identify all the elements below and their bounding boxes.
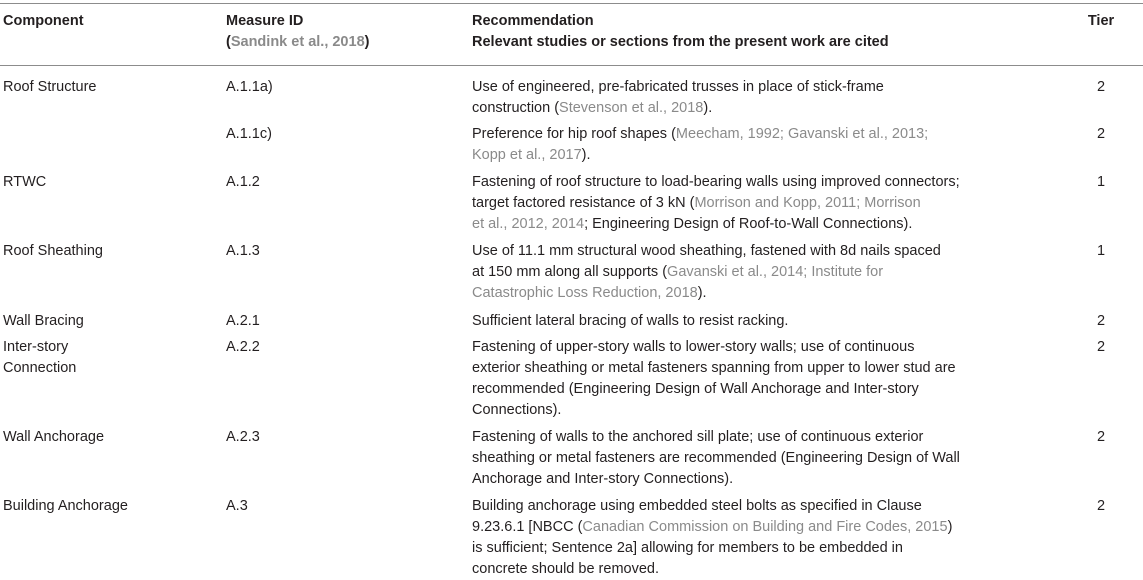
row-7-component: Building Anchorage <box>3 498 128 514</box>
rec-citation: Kopp et al., 2017 <box>472 147 582 163</box>
header-measure-id <box>226 11 436 53</box>
rec-text: target factored resistance of 3 kN ( <box>472 195 695 211</box>
rec-text: 9.23.6.1 [NBCC ( <box>472 519 583 535</box>
row-6-component: Wall Anchorage <box>3 429 105 445</box>
row-1-tier: 2 <box>1096 126 1106 142</box>
row-2-measure: A.1.2 <box>226 174 260 190</box>
row-4-recommendation <box>472 311 997 332</box>
rec-text: exterior sheathing or metal fasteners spanning from upper to lower stud are <box>472 360 956 376</box>
rec-text: Use of 11.1 mm structural wood sheathing, fastened with 8d nails spaced <box>472 243 941 259</box>
header-measure-id-label: Measure ID <box>226 13 304 29</box>
row-0-component: Roof Structure <box>3 79 97 95</box>
row-3-measure: A.1.3 <box>226 243 260 259</box>
rec-citation: Stevenson et al., 2018 <box>559 100 704 116</box>
header-tier: Tier <box>1087 13 1115 29</box>
row-6-recommendation <box>472 427 997 490</box>
row-2-tier: 1 <box>1096 174 1106 190</box>
rec-text: Preference for hip roof shapes ( <box>472 126 676 142</box>
rec-text: Sufficient lateral bracing of walls to resist racking. <box>472 313 789 329</box>
rec-text: recommended (Engineering Design of Wall Anchorage and Inter-story <box>472 381 919 397</box>
table-top-rule <box>0 3 1143 4</box>
row-4-component: Wall Bracing <box>3 313 84 329</box>
row-3-recommendation <box>472 241 997 304</box>
rec-text: is sufficient; Sentence 2a] allowing for members to be embedded in <box>472 540 903 556</box>
row-2-component: RTWC <box>3 174 47 190</box>
header-component: Component <box>3 13 84 29</box>
row-3-component: Roof Sheathing <box>3 243 103 259</box>
row-7-measure: A.3 <box>226 498 248 514</box>
rec-text: ) <box>947 519 953 535</box>
row-4-measure: A.2.1 <box>226 313 260 329</box>
row-1-measure: A.1.1c) <box>226 126 272 142</box>
row-3-tier: 1 <box>1096 243 1106 259</box>
header-recommendation-label: Recommendation <box>472 13 594 29</box>
rec-text: Use of engineered, pre-fabricated trusses in place of stick-frame <box>472 79 884 95</box>
rec-citation: Morrison and Kopp, 2011; Morrison <box>694 195 921 211</box>
rec-citation: et al., 2012, 2014 <box>472 216 585 232</box>
row-6-measure: A.2.3 <box>226 429 260 445</box>
rec-text: ). <box>581 147 591 163</box>
row-7-recommendation <box>472 496 1032 580</box>
header-bottom-rule <box>0 65 1143 66</box>
rec-text: Building anchorage using embedded steel bolts as specified in Clause <box>472 498 922 514</box>
rec-text: ). <box>697 285 707 301</box>
row-0-measure: A.1.1a) <box>226 79 273 95</box>
rec-text: ). <box>703 100 713 116</box>
header-recommendation-sub: Relevant studies or sections from the present work are cited <box>472 34 889 50</box>
rec-citation: Gavanski et al., 2014; Institute for <box>667 264 884 280</box>
rec-text: Fastening of walls to the anchored sill plate; use of continuous exterior <box>472 429 924 445</box>
rec-citation: Canadian Commission on Building and Fire Codes, 2015 <box>582 519 948 535</box>
header-measure-source-cite: Sandink et al., 2018 <box>230 34 365 50</box>
row-1-recommendation <box>472 124 997 166</box>
rec-text: construction ( <box>472 100 560 116</box>
rec-text: Anchorage and Inter-story Connections). <box>472 471 734 487</box>
rec-text: Connections). <box>472 402 562 418</box>
row-2-recommendation <box>472 172 997 235</box>
rec-citation: Catastrophic Loss Reduction, 2018 <box>472 285 698 301</box>
rec-text: Fastening of roof structure to load-bearing walls using improved connectors; <box>472 174 960 190</box>
header-measure-source: (Sandink et al., 2018) <box>226 34 370 50</box>
rec-text: ; Engineering Design of Roof-to-Wall Connections). <box>584 216 913 232</box>
rec-text: concrete should be removed. <box>472 561 659 577</box>
row-0-tier: 2 <box>1096 79 1106 95</box>
row-5-component: Inter-story Connection <box>3 339 77 376</box>
rec-citation: Meecham, 1992; Gavanski et al., 2013; <box>675 126 929 142</box>
row-7-tier: 2 <box>1096 498 1106 514</box>
rec-text: sheathing or metal fasteners are recommended (Engineering Design of Wall <box>472 450 960 466</box>
row-6-tier: 2 <box>1096 429 1106 445</box>
row-5-measure: A.2.2 <box>226 339 260 355</box>
rec-text: Fastening of upper-story walls to lower-story walls; use of continuous <box>472 339 915 355</box>
row-0-recommendation <box>472 77 997 119</box>
rec-text: at 150 mm along all supports ( <box>472 264 668 280</box>
row-5-recommendation <box>472 337 997 421</box>
row-4-tier: 2 <box>1096 313 1106 329</box>
row-5-tier: 2 <box>1096 339 1106 355</box>
header-recommendation <box>472 11 997 53</box>
